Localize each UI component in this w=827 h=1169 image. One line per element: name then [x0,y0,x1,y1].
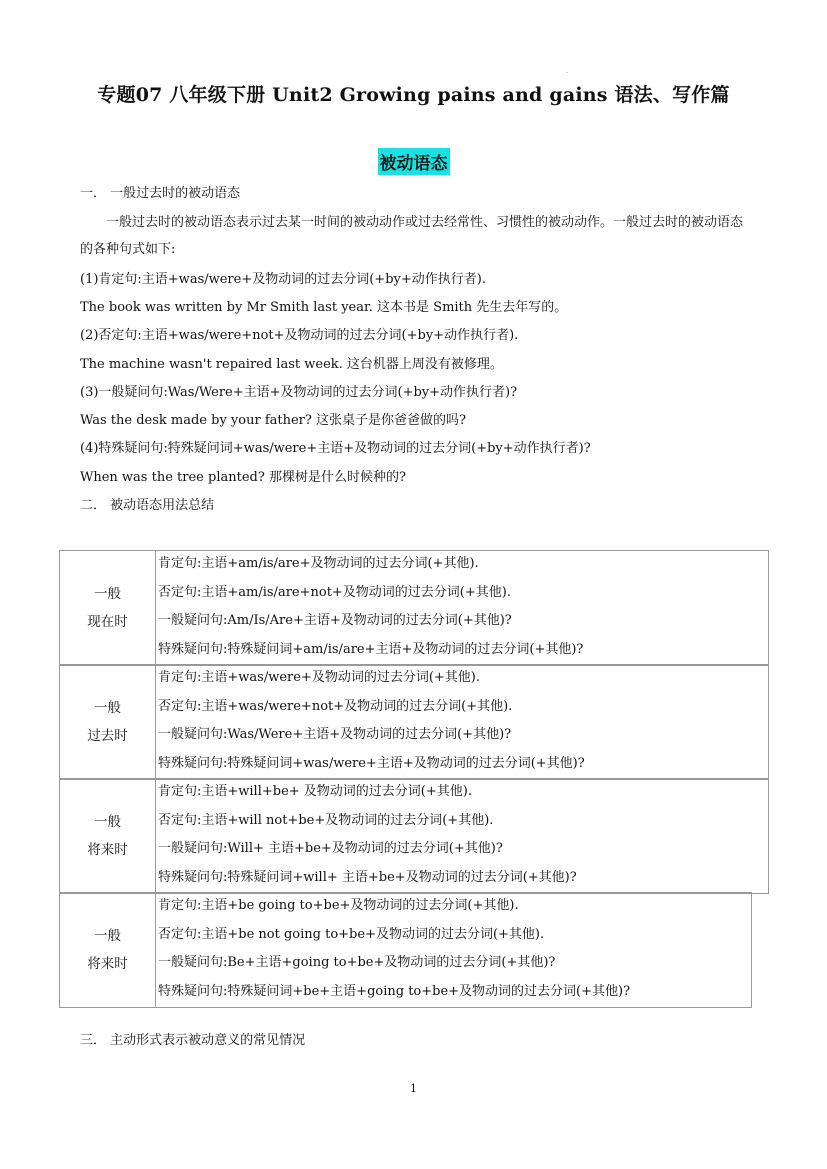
passive-summary-table-present [59,550,769,666]
rule-negative: 否定句:主语+be not going to+be+及物动词的过去分词(+其他). [158,926,545,942]
stray-dot: . [566,68,568,75]
section2-heading: 二． 被动语态用法总结 [80,498,215,513]
rule-line: (2)否定句:主语+was/were+not+及物动词的过去分词(+by+动作执行者). [80,328,519,343]
tense-label-bottom: 过去时 [87,728,128,744]
tense-label-cell [60,551,156,666]
passive-summary-table-future-going-to [59,892,752,1008]
tense-label-cell [60,893,156,1008]
rule-affirmative: 肯定句:主语+will+be+ 及物动词的过去分词(+其他). [158,784,472,799]
tense-label-top: 一般 [94,814,121,830]
table-row [60,551,769,666]
rule-wh-question: 特殊疑问句:特殊疑问词+am/is/are+主语+及物动词的过去分词(+其他)? [158,641,584,657]
table-row [60,779,769,894]
table-row [60,665,769,780]
rule-yes-no-question: 一般疑问句:Be+主语+going to+be+及物动词的过去分词(+其他)? [158,955,556,970]
rule-line: (1)肯定句:主语+was/were+及物动词的过去分词(+by+动作执行者). [80,272,486,287]
rules-cell [156,779,769,894]
example-line: The book was written by Mr Smith last year. 这本书是 Smith 先生去年写的。 [80,300,568,315]
rule-affirmative: 肯定句:主语+was/were+及物动词的过去分词(+其他). [158,670,480,685]
tense-label-cell [60,665,156,780]
rule-line: (3)一般疑问句:Was/Were+主语+及物动词的过去分词(+by+动作执行者)? [80,385,518,400]
rule-yes-no-question: 一般疑问句:Will+ 主语+be+及物动词的过去分词(+其他)? [158,841,503,856]
example-line: The machine wasn't repaired last week. 这台机器上周没有被修理。 [80,357,503,372]
example-line: Was the desk made by your father? 这张桌子是你爸爸做的吗? [80,413,466,428]
rules-cell [156,893,752,1008]
tense-label-top: 一般 [94,928,121,944]
rule-negative: 否定句:主语+am/is/are+not+及物动词的过去分词(+其他). [158,584,511,600]
passive-summary-table-past [59,664,769,780]
table-row [60,893,752,1008]
rule-yes-no-question: 一般疑问句:Was/Were+主语+及物动词的过去分词(+其他)? [158,727,512,742]
rule-line: (4)特殊疑问句:特殊疑问词+was/were+主语+及物动词的过去分词(+by+动作执行者)? [80,441,591,456]
rules-cell [156,551,769,666]
tense-label-top: 一般 [94,700,121,716]
rule-wh-question: 特殊疑问句:特殊疑问词+was/were+主语+及物动词的过去分词(+其他)? [158,755,585,771]
rule-negative: 否定句:主语+was/were+not+及物动词的过去分词(+其他). [158,698,513,714]
rule-wh-question: 特殊疑问句:特殊疑问词+be+主语+going to+be+及物动词的过去分词(+其他)? [158,983,631,999]
rule-yes-no-question: 一般疑问句:Am/Is/Are+主语+及物动词的过去分词(+其他)? [158,613,512,628]
document-title: 专题07 八年级下册 Unit2 Growing pains and gains 语法、写作篇 [97,84,730,106]
page-number: 1 [410,1082,417,1095]
section1-paragraph: 一般过去时的被动语态表示过去某一时间的被动动作或过去经常性、习惯性的被动动作。一般过去时的被动语态的各种句式如下: [80,215,744,257]
rule-negative: 否定句:主语+will not+be+及物动词的过去分词(+其他). [158,812,494,828]
tense-label-bottom: 将来时 [87,842,128,858]
subtitle-wrapper [0,148,827,175]
section1-heading: 一． 一般过去时的被动语态 [80,186,241,201]
rule-affirmative: 肯定句:主语+am/is/are+及物动词的过去分词(+其他). [158,556,479,571]
example-line: When was the tree planted? 那棵树是什么时候种的? [80,470,406,485]
rules-cell [156,665,769,780]
tense-label-top: 一般 [94,586,121,602]
passive-summary-table-future-will [59,778,769,894]
section3-heading: 三． 主动形式表示被动意义的常见情况 [80,1033,306,1048]
tense-label-bottom: 将来时 [87,956,128,972]
tense-label-bottom: 现在时 [87,614,128,630]
rule-wh-question: 特殊疑问句:特殊疑问词+will+ 主语+be+及物动词的过去分词(+其他)? [158,869,577,885]
rule-affirmative: 肯定句:主语+be going to+be+及物动词的过去分词(+其他). [158,898,519,913]
section-subtitle-highlighted: 被动语态 [378,148,450,175]
tense-label-cell [60,779,156,894]
